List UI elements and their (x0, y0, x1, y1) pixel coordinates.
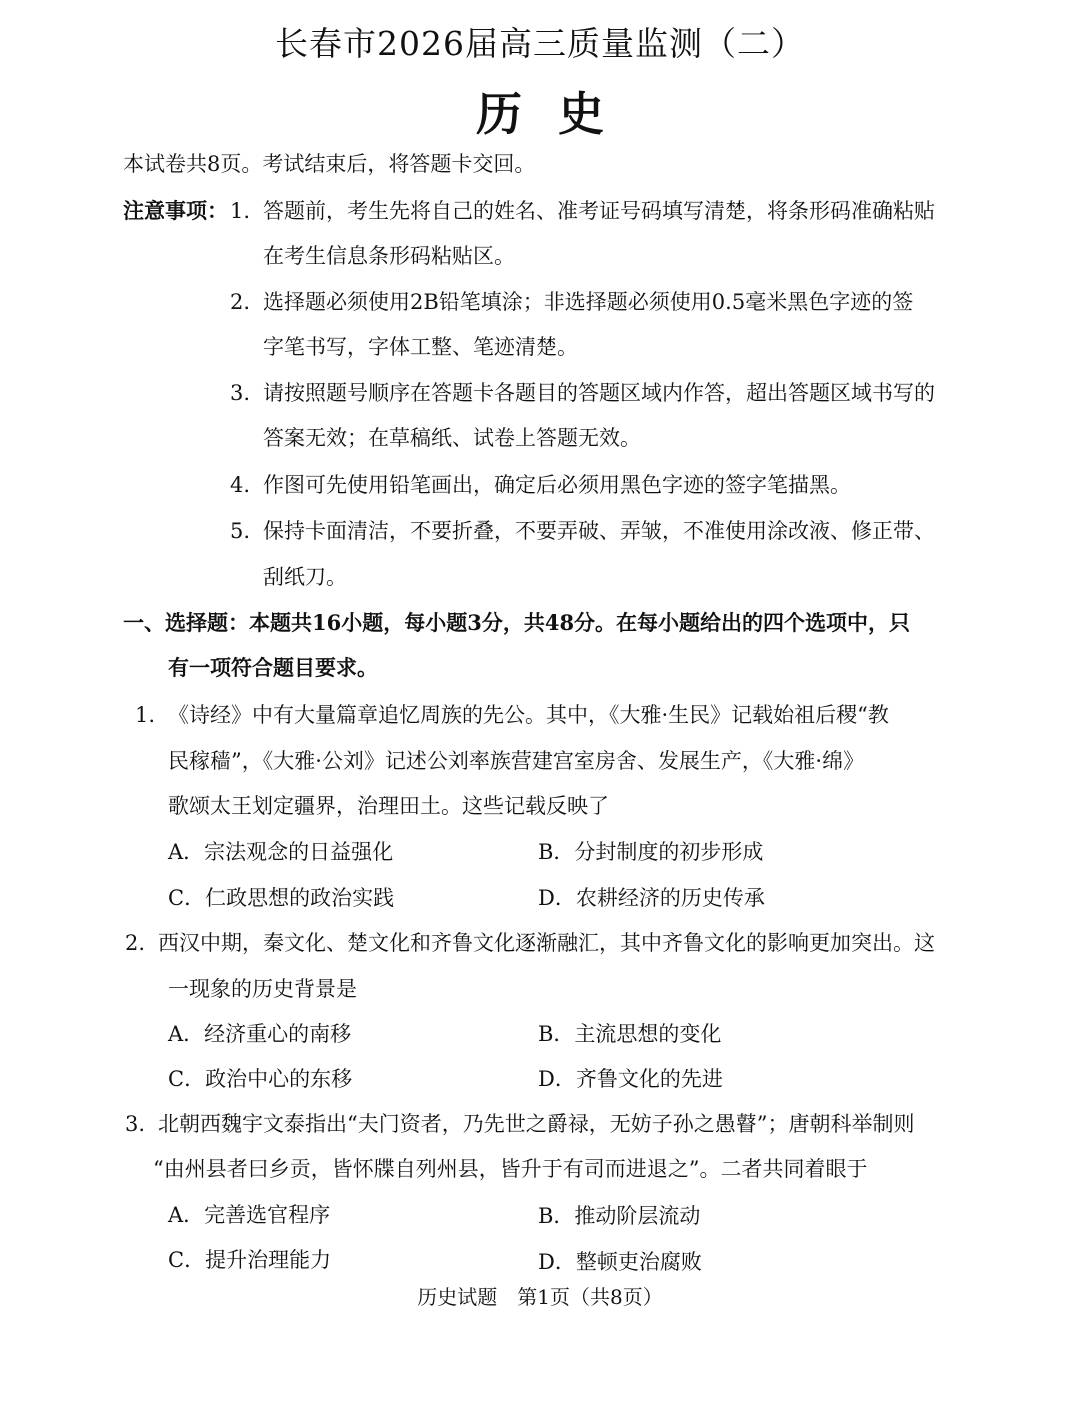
note-number: 1. (230, 199, 251, 223)
page-footer: 历史试题 第1页（共8页） (417, 1285, 663, 1309)
note-line: 选择题必须使用2B铅笔填涂；非选择题必须使用0.5毫米黑色字迹的签 (263, 290, 914, 314)
note-line: 请按照题号顺序在答题卡各题目的答题区域内作答，超出答题区域书写的 (263, 381, 935, 405)
option-b: B．推动阶层流动 (538, 1204, 701, 1228)
option-c: C．提升治理能力 (168, 1248, 332, 1272)
section-header: 一、选择题：本题共16小题，每小题3分，共48分。在每小题给出的四个选项中，只 (123, 610, 911, 635)
exam-title: 长春市2026届高三质量监测（二） (275, 24, 805, 63)
note-line: 在考生信息条形码粘贴区。 (263, 244, 515, 268)
option-c: C．政治中心的东移 (168, 1067, 353, 1091)
question-number: 1. (135, 703, 156, 727)
subject-title: 历史 (476, 87, 640, 141)
option-d: D．齐鲁文化的先进 (538, 1067, 723, 1091)
option-c: C．仁政思想的政治实践 (168, 886, 395, 910)
option-a: A．完善选官程序 (168, 1203, 331, 1227)
option-d: D．农耕经济的历史传承 (538, 886, 765, 910)
option-b: B．分封制度的初步形成 (538, 840, 764, 864)
question-text: 民稼穑”，《大雅·公刘》记述公刘率族营建宫室房舍、发展生产，《大雅·绵》 (168, 749, 865, 773)
option-b: B．主流思想的变化 (538, 1022, 722, 1046)
question-text: 西汉中期，秦文化、楚文化和齐鲁文化逐渐融汇，其中齐鲁文化的影响更加突出。这 (158, 931, 935, 955)
question-text: 歌颂太王划定疆界，治理田土。这些记载反映了 (168, 794, 609, 818)
intro-text: 本试卷共8页。考试结束后，将答题卡交回。 (123, 152, 536, 176)
note-line: 答案无效；在草稿纸、试卷上答题无效。 (263, 426, 641, 450)
question-text: 一现象的历史背景是 (168, 977, 357, 1001)
note-number: 5. (230, 519, 251, 543)
note-number: 3. (230, 381, 251, 405)
question-text: 《诗经》中有大量篇章追忆周族的先公。其中，《大雅·生民》记载始祖后稷“教 (168, 703, 889, 727)
option-a: A．宗法观念的日益强化 (168, 840, 394, 864)
question-number: 2. (125, 931, 146, 955)
note-line: 答题前，考生先将自己的姓名、准考证号码填写清楚，将条形码准确粘贴 (263, 199, 935, 223)
question-text: “由州县者曰乡贡，皆怀牒自列州县，皆升于有司而进退之”。二者共同着眼于 (153, 1157, 868, 1181)
note-line: 保持卡面清洁，不要折叠，不要弄破、弄皱，不准使用涂改液、修正带、 (263, 519, 935, 543)
note-line: 字笔书写，字体工整、笔迹清楚。 (263, 335, 578, 359)
question-text: 北朝西魏宇文泰指出“夫门资者，乃先世之爵禄，无妨子孙之愚瞽”；唐朝科举制则 (158, 1112, 915, 1136)
option-d: D．整顿吏治腐败 (538, 1250, 702, 1274)
section-header: 有一项符合题目要求。 (168, 655, 378, 680)
option-a: A．经济重心的南移 (168, 1022, 352, 1046)
question-number: 3. (125, 1112, 146, 1136)
note-number: 2. (230, 290, 251, 314)
note-number: 4. (230, 473, 251, 497)
note-line: 刮纸刀。 (263, 565, 347, 589)
note-line: 作图可先使用铅笔画出，确定后必须用黑色字迹的签字笔描黑。 (263, 473, 851, 497)
notes-label: 注意事项： (123, 198, 228, 223)
